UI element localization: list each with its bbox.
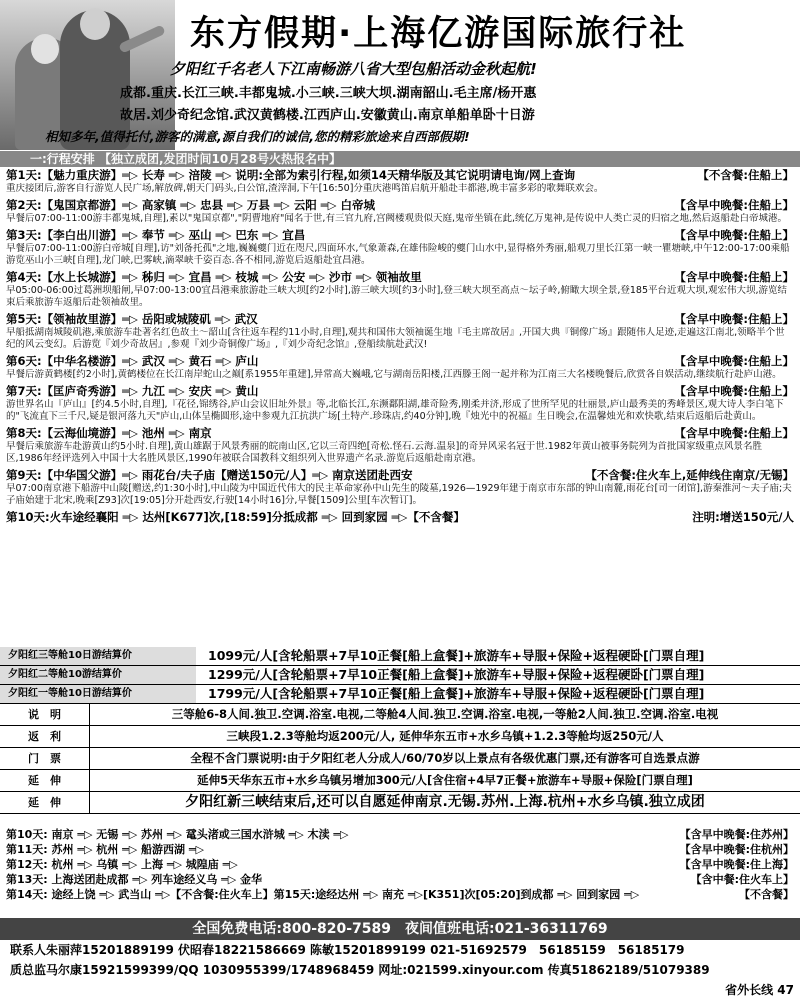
info-row (0, 792, 800, 814)
page-title: 东方假期·上海亿游国际旅行社 (190, 14, 687, 54)
extension-row (6, 888, 794, 902)
day-item (6, 270, 794, 309)
day-desc: 早05:00-06:00过葛洲坝船闸,早07:00-13:00宜昌港乘旅游赴三峡大坝[约2小时],游三峡大坝[约3小时],登三峡大坝至高点～坛子岭,俯瞰大坝全景,登185平台近观大坝,观宏伟大坝,游览结束后乘旅游车返船后赴领袖故里。 (6, 285, 788, 308)
day-desc: 早餐后游黄鹤楼[约2小时],黄鹤楼位在长江南岸蛇山之巅[系1955年重建],异常高大巍峨,它与湖南岳阳楼,江西滕王阁一起并称为江南三大名楼晚餐后,欣赏各自娱活动,继续航行赴庐山港。 (6, 369, 782, 380)
price-row (0, 685, 800, 704)
extension-meal: 【含早中晚餐:住上海】 (676, 858, 794, 872)
day-item (6, 312, 794, 351)
price-label: 夕阳红三等舱10日游结算价 (0, 647, 196, 665)
day-item (6, 384, 794, 423)
contacts-line: 联系人朱丽萍15201889199 伏昭春18221586669 陈敏15201899199 021-51692579 56185159 56185179 (10, 943, 685, 957)
section-note: 【独立成团,发团时间10月28号火热报名中】 (99, 152, 341, 166)
page-number: 省外长线 47 (721, 981, 794, 998)
header (0, 0, 800, 150)
footer (0, 918, 800, 1000)
info-value: 夕阳红新三峡结束后,还可以自愿延伸南京.无锡.苏州.上海.杭州+水乡乌镇.独立成团 (185, 794, 705, 810)
price-value: 1099元/人[含轮船票+7早10正餐[船上盒餐]+旅游车+导服+保险+返程硬卧[门票自理] (208, 648, 705, 663)
day-meal: 【含早中晚餐:住船上】 (670, 270, 794, 285)
extension-itinerary (0, 828, 800, 903)
day-desc: 早船抵湖南城陵矶港,乘旅游车赴著名红色故土～韶山[含往返车程约11小时,自理],观共和国伟大领袖诞生地『毛主席故居』,开国大典『铜像广场』跟随伟人足迹,走遍这江南北,领略半个世纪的风云变幻。后游览『刘少奇故居』,参观『刘少奇铜像广场』,『刘少奇纪念馆』,登船续航赴武汉! (6, 327, 785, 350)
info-value: 三等舱6-8人间.独卫.空调.浴室.电视,二等舱4人间.独卫.空调.浴室.电视,一等舱2人间.独卫.空调.浴室.电视 (171, 707, 719, 721)
info-label: 延 伸 (0, 770, 90, 791)
info-row (0, 726, 800, 748)
day-head: 第10天:火车途经襄阳 ═▷ 达州[K677]次,[18:59]分抵成都 ═▷ 回到家园 ═▷【不含餐】 (6, 510, 465, 524)
extension-text: 第14天: 途经上饶 ═▷ 武当山 ═▷【不含餐:住火车上】第15天:途经达州 ═▷ 南充 ═▷[K351]次[05:20]到成都 ═▷ 回到家园 ═▷ (6, 888, 640, 901)
day-desc: 重庆接团后,游客自行游览人民广场,解放碑,朝天门码头,白公馆,渣滓洞,下午[16:50]分重庆港鸣笛启航开船赴丰都港,晚丰富多彩的歌舞联欢会。 (6, 183, 604, 194)
day-desc: 早餐后07:00-11:00游丰都鬼城,自理],素以"鬼国京都","阴曹地府"闻名于世,有三官九府,宫阙楼观贵似天庭,鬼帝坐镇在此,统亿万鬼神,是传说中人类亡灵的归宿之地,然后返船赴白帝城港。 (6, 213, 788, 224)
extension-row (6, 828, 794, 842)
day-meal: 【含早中晚餐:住船上】 (670, 228, 794, 243)
price-value: 1799元/人[含轮船票+7早10正餐[船上盒餐]+旅游车+导服+保险+返程硬卧[门票自理] (208, 686, 705, 701)
slogan: 相知多年,值得托付,游客的满意,源自我们的诚信,您的精彩旅途来自西部假期! (45, 129, 470, 144)
day-desc: 游世界名山『庐山』[约4.5小时,自理],『花径,锦绣谷,庐山会议旧址外景』等,北临长江,东濒鄱阳湖,雄奇险秀,刚柔并济,形成了世所罕见的壮丽景,庐山最秀美的秀峰景区,观大诗人李白笔下的"飞流直下三千尺,疑是银河落九天"庐山,山体呈椭圆形,途中参观九江抗洪广场[土特产.珍珠店,约40分钟],晚『烛光中的祝福』生日晚会,在温馨烛光和欢快歌,结束后返船后赴黄山。 (6, 399, 784, 422)
day-meal: 【含早中晚餐:住船上】 (670, 312, 794, 327)
itinerary-section-bar (0, 151, 800, 167)
day-head: 第5天:【领袖故里游】═▷ 岳阳或城陵矶 ═▷ 武汉 (6, 312, 258, 326)
extension-text: 第13天: 上海送团赴成都 ═▷ 列车途经义乌 ═▷ 金华 (6, 873, 263, 886)
day-item (6, 426, 794, 465)
price-label: 夕阳红一等舱10日游结算价 (0, 685, 196, 703)
day-head: 第8天:【云海仙境游】═▷ 池州 ═▷ 南京 (6, 426, 212, 440)
day-desc: 早餐后乘旅游车赴游黄山约5小时.自理],黄山雄踞于风景秀丽的皖南山区,它以三奇四绝[奇松.怪石.云海.温泉]的奇异风采名冠于世.1982年黄山被事务院列为首批国家级重点风景名胜区,1986年经评选列入中国十大名胜风景区,1990年被联合国教科文组织列入世界遗产名录.游览后返船赴南京港。 (6, 441, 762, 464)
info-label: 返 利 (0, 726, 90, 747)
day-item (6, 198, 794, 225)
price-table (0, 647, 800, 814)
extension-meal: 【不含餐】 (735, 888, 794, 902)
day-head: 第1天:【魅力重庆游】═▷ 长寿 ═▷ 涪陵 ═▷ 说明:全部为索引行程,如须14天精华版及其它说明请电询/网上查询 (6, 168, 576, 182)
extension-meal: 【含早中晚餐:住苏州】 (676, 828, 794, 842)
price-label: 夕阳红二等舱10游结算价 (0, 666, 196, 684)
day-item (6, 228, 794, 267)
day-item (6, 510, 794, 525)
day-head: 第9天:【中华国父游】═▷ 雨花台/夫子庙【赠送150元/人】═▷ 南京送团赴西安 (6, 468, 413, 482)
extension-text: 第11天: 苏州 ═▷ 杭州 ═▷ 船游西湖 ═▷ (6, 843, 204, 856)
day-meal: 【不含餐:住火车上,延伸线住南京/无锡】 (581, 468, 794, 483)
day-item (6, 168, 794, 195)
day-meal: 【含早中晚餐:住船上】 (670, 354, 794, 369)
info-value: 三峡段1.2.3等舱均返200元/人, 延伸华东五市+水乡乌镇+1.2.3等舱均返250元/人 (226, 729, 664, 743)
info-label: 门 票 (0, 748, 90, 769)
hotline-bar: 全国免费电话:800-820-7589 夜间值班电话:021-36311769 (0, 918, 800, 940)
day-meal: 【含早中晚餐:住船上】 (670, 426, 794, 441)
extension-text: 第10天: 南京 ═▷ 无锡 ═▷ 苏州 ═▷ 鼋头渚或三国水浒城 ═▷ 木渎 ═▷ (6, 828, 349, 841)
day-head: 第3天:【李白出川游】═▷ 奉节 ═▷ 巫山 ═▷ 巴东 ═▷ 宜昌 (6, 228, 306, 242)
price-row (0, 666, 800, 685)
itinerary-days (0, 168, 800, 528)
day-item (6, 354, 794, 381)
extension-row (6, 858, 794, 872)
day-meal: 【含早中晚餐:住船上】 (670, 384, 794, 399)
extension-text: 第12天: 杭州 ═▷ 乌镇 ═▷ 上海 ═▷ 城隍庙 ═▷ (6, 858, 238, 871)
extension-meal: 【含早中晚餐:住杭州】 (676, 843, 794, 857)
day-desc: 早餐后07:00-11:00游白帝城[自理],访"刘备托孤"之地,巍巍夔门近在咫尺,四面环水,气象萧森,在雄伟险峻的夔门山水中,显得格外秀丽,船观刀里长江第一峡一瞿塘峡,中午12:00-17:00乘船游览巫山小三峡[自理],龙门峡,巴雾峡,滴翠峡千姿百态.各不相同,游览后返船赴宜昌港。 (6, 243, 790, 266)
route-line-2: 故居.刘少奇纪念馆.武汉黄鹤楼.江西庐山.安徽黄山.南京单船单卧十日游 (120, 108, 535, 123)
info-value: 延伸5天华东五市+水乡乌镇另增加300元/人[含住宿+4早7正餐+旅游车+导服+保险[门票自理] (197, 773, 693, 787)
day-meal: 【不含餐:住船上】 (693, 168, 794, 183)
extension-row (6, 843, 794, 857)
day-meal: 注明:增送150元/人 (688, 510, 794, 525)
info-row (0, 704, 800, 726)
day-desc: 早07:00南京港下船游中山陵[赠送,约1:30小时],中山陵为中国近代伟大的民主革命家孙中山先生的陵墓,1926—1929年建于南京市东部的钟山南麓,雨花台[司一闭馆],游秦淮河～夫子庙;夫子庙始建于北宋,晚乘[Z93]次[19:05]分开赴西安,行驶[14小时16]分,早餐[1509]公里[车次暂订]。 (6, 483, 792, 506)
info-row (0, 770, 800, 792)
info-value: 全程不含门票说明:由于夕阳红老人分成人/60/70岁以上景点有各级优惠门票,还有游客可自选景点游 (190, 751, 700, 765)
day-head: 第7天:【匡庐奇秀游】═▷ 九江 ═▷ 安庆 ═▷ 黄山 (6, 384, 259, 398)
price-row (0, 647, 800, 666)
day-head: 第2天:【鬼国京都游】═▷ 高家镇 ═▷ 忠县 ═▷ 万县 ═▷ 云阳 ═▷ 白帝城 (6, 198, 375, 212)
day-head: 第4天:【水上长城游】═▷ 秭归 ═▷ 宜昌 ═▷ 枝城 ═▷ 公安 ═▷ 沙市 ═▷ 领袖故里 (6, 270, 422, 284)
extension-meal: 【含中餐:住火车上】 (687, 873, 794, 887)
info-label: 说 明 (0, 704, 90, 725)
route-line-1: 成都.重庆.长江三峡.丰都鬼城.小三峡.三峡大坝.湖南韶山.毛主席/杨开惠 (120, 86, 537, 101)
info-label: 延 伸 (0, 792, 90, 813)
extension-row (6, 873, 794, 887)
supervision-line: 质总监马尔康15921599399/QQ 1030955399/1748968459 网址:021599.xinyour.com 传真51862189/51079389 (10, 963, 710, 977)
info-row (0, 748, 800, 770)
price-value: 1299元/人[含轮船票+7早10正餐[船上盒餐]+旅游车+导服+保险+返程硬卧[门票自理] (208, 667, 705, 682)
day-item (6, 468, 794, 507)
day-meal: 【含早中晚餐:住船上】 (670, 198, 794, 213)
page-subtitle: 夕阳红千名老人下江南畅游八省大型包船活动金秋起航! (170, 60, 537, 78)
section-label: 一:行程安排 (30, 152, 95, 166)
day-head: 第6天:【中华名楼游】═▷ 武汉 ═▷ 黄石 ═▷ 庐山 (6, 354, 259, 368)
